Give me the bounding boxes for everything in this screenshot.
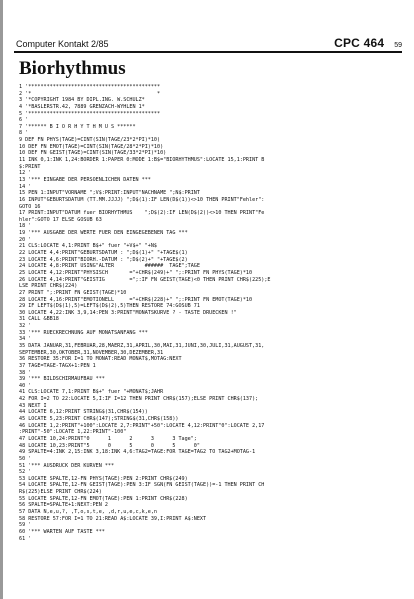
listing-line: 49 SPALTE=4:INK 2,15:INK 3,18:INK 4,6:TAG2=TAGE:FOR TAGE=TAG2 TO TAG2+MOTAG-1	[19, 449, 256, 456]
listing-line: 11 INK 0,1:INK 1,24:BORDER 1:PAPER 0:MODE 1:B$="BIORHYTHMUS":LOCATE 15,1:PRINT B	[19, 157, 265, 164]
listing-line: GOTO 16	[19, 203, 41, 210]
listing-line: 25 LOCATE 4,12:PRINT"PHYSISCH ="+CHR$(249)+" ";:PRINT FN PHYS(TAGE)*10	[19, 269, 253, 276]
listing-line: 58 RESTORE 57:FOR I=1 TO 21:READ A$:LOCATE 39,I:PRINT A$:NEXT	[19, 515, 207, 522]
listing-line: 45 LOCATE 5,23:PRINT CHR$(147);STRING$(31,CHR$(158))	[19, 416, 179, 423]
listing-line: 5 '*******************************************	[19, 110, 161, 117]
listing-line: 12 '	[19, 170, 32, 177]
page-spine-shadow	[0, 0, 3, 599]
listing-line: :PRINT"-50":LOCATE 1,22:PRINT"-100"	[19, 429, 127, 436]
listing-line: 61 '	[19, 535, 32, 542]
listing-line: 13 '*** EINGABE DER PERSOENLICHEN DATEN ***	[19, 176, 151, 183]
listing-line: 56 SPALTE=SPALTE+1:NEXT:PEN 2	[19, 502, 108, 509]
listing-line: 22 LOCATE 4,4:PRINT"GEBURTSDATUM : ";D$(1)+" "+TAGE$(1)	[19, 250, 188, 257]
listing-line: 48 LOCATE 10,23:PRINT"5 0 5 0 5 0"	[19, 442, 200, 449]
computer-model: CPC 464	[334, 36, 385, 50]
listing-line: R$(225)ELSE PRINT CHR$(224)	[19, 489, 102, 496]
listing-line: 33 '*** RUECKRECHNUNG AUF MONATSANFANG ***	[19, 329, 148, 336]
page-number: 59	[394, 42, 402, 49]
listing-line: 19 '*** AUSGABE DER WERTE FUER DEN EINGEGEBENEN TAG ***	[19, 230, 188, 237]
listing-line: 41 CLS:LOCATE 7,1:PRINT B$+" fuer "+MONAT$;JAHR	[19, 389, 164, 396]
listing-line: 55 LOCATE SPALTE,12-FN EMOT(TAGE):PEN 1:PRINT CHR$(228)	[19, 495, 188, 502]
listing-line: 10 DEF FN GEIST(TAGE)=CINT(SIN(TAGE/33*2*PI)*10)	[19, 150, 167, 157]
listing-line: 24 LOCATE 4,8:PRINT USING"ALTER ###### TAGE";TAGE	[19, 263, 200, 270]
listing-line: SEPTEMBER,30,OKTOBER,31,NOVEMBER,30,DEZEMBER,31	[19, 349, 164, 356]
listing-line: 32 '	[19, 323, 32, 330]
listing-line: 36 RESTORE 35:FOR I=1 TO MONAT:READ MONAT$,MOTAG:NEXT	[19, 356, 182, 363]
listing-line: 14 '	[19, 183, 32, 190]
listing-line: 46 LOCATE 1,2:PRINT"+100":LOCATE 2,7:PRINT"+50":LOCATE 4,12:PRINT"0":LOCATE 2,17	[19, 422, 265, 429]
header-right	[334, 36, 402, 50]
listing-line: 42 FOR I=2 TO 22:LOCATE 5,I:IF I=12 THEN PRINT CHR$(157);ELSE PRINT CHR$(137);	[19, 396, 259, 403]
listing-line: 43 NEXT I	[19, 402, 47, 409]
listing-line: 18 '	[19, 223, 32, 230]
listing-line: 54 LOCATE SPALTE,12-FN GEIST(TAGE):PEN 3:IF SGN(FN GEIST(TAGE))=-1 THEN PRINT CH	[19, 482, 265, 489]
listing-line: 39 '*** BILDSCHIRMAUFBAU ***	[19, 376, 105, 383]
listing-line: 35 DATA JANUAR,31,FEBRUAR,28,MAERZ,31,APRIL,30,MAI,31,JUNI,30,JULI,31,AUGUST,31,	[19, 342, 265, 349]
listing-line: 50 '	[19, 455, 32, 462]
listing-line: 31 CALL &BB18	[19, 316, 59, 323]
basic-program-listing	[19, 84, 403, 584]
listing-line: 9 DEF FN PHYS(TAGE)=CINT(SIN(TAGE/23*2*PI)*10)	[19, 137, 161, 144]
listing-line: 10 DEF FN EMOT(TAGE)=CINT(SIN(TAGE/28*2*PI)*10)	[19, 143, 164, 150]
listing-line: 15 PEN 1:INPUT"VORNAME ";V$:PRINT:INPUT"NACHNAME ";N$:PRINT	[19, 190, 200, 197]
listing-line: LSE PRINT CHR$(224)	[19, 283, 78, 290]
listing-line: 2 '* *	[19, 90, 161, 97]
listing-line: 23 LOCATE 4,6:PRINT"BIORH.-DATUM : ";D$(2)+" "+TAGE$(2)	[19, 256, 188, 263]
listing-line: 52 '	[19, 469, 32, 476]
listing-line: 34 '	[19, 336, 32, 343]
listing-line: 1 '*******************************************	[19, 84, 161, 90]
listing-line: 28 LOCATE 4,16:PRINT"EMOTIONELL ="+CHR$(228)+" ";:PRINT FN EMOT(TAGE)*10	[19, 296, 253, 303]
listing-line: 47 LOCATE 10,24:PRINT"0 1 2 3 3 Tage";	[19, 435, 197, 442]
listing-line: 7 '****** B I O R H Y T H M U S ******	[19, 123, 136, 130]
listing-line: 51 '*** AUSDRUCK DER KURVEN ***	[19, 462, 115, 469]
listing-line: hler":GOTO 17 ELSE GOSUB 63	[19, 216, 102, 223]
article-title: Biorhythmus	[19, 58, 126, 79]
listing-line: 60 '*** WARTEN AUF TASTE ***	[19, 528, 105, 535]
listing-line: 40 '	[19, 382, 32, 389]
page-header	[14, 33, 402, 53]
listing-line: 6 '	[19, 117, 29, 124]
magazine-issue: Computer Kontakt 2/85	[16, 39, 109, 49]
listing-line: 29 IF LEFT$(D$(1),5)=LEFT$(D$(2),5)THEN RESTORE 74:GOSUB 71	[19, 303, 200, 310]
listing-line: 57 DATA N,e,u,?, ,T,o,s,t,e, ,d,r,u,e,c,k,e,n	[19, 509, 158, 515]
listing-line: 26 LOCATE 4,14:PRINT"GEISTIG =";:IF FN GEIST(TAGE)<0 THEN PRINT CHR$(225);E	[19, 276, 271, 283]
listing-line: 17 PRINT:INPUT"DATUM fuer BIORHYTHMUS ";D$(2):IF LEN(D$(2))<>10 THEN PRINT"Fe	[19, 210, 265, 217]
listing-line: 21 CLS:LOCATE 4,1:PRINT B$+" fuer "+V$+" "+N$	[19, 243, 158, 250]
listing-line: 27 PRINT ";:PRINT FN GEIST(TAGE)*10	[19, 289, 127, 296]
listing-line: 44 LOCATE 6,12:PRINT STRING$(31,CHR$(154))	[19, 409, 148, 416]
listing-line: 3 '*COPYRIGHT 1984 BY DIPL.ING. W.SCHULZ*	[19, 97, 145, 104]
listing-line: 30 LOCATE 4,22:INK 3,9,14:PEN 3:PRINT"MONATSKURVE ? - TASTE DRUECKEN !"	[19, 309, 237, 316]
listing-line: 16 INPUT"GEBURTSDATUM (TT.MM.JJJJ) ";D$(1):IF LEN(D$(1))<>10 THEN PRINT"Fehler":	[19, 196, 265, 203]
listing-line: 20 '	[19, 236, 32, 243]
listing-line: 53 LOCATE SPALTE,12-FN PHYS(TAGE):PEN 2:PRINT CHR$(249)	[19, 475, 188, 482]
listing-line: 37 TAGE=TAGE-TAGX+1:PEN 1	[19, 362, 96, 369]
listing-line: 4 '*BASLERSTR.42, 7889 GRENZACH-WYHLEN 1*	[19, 103, 145, 110]
listing-line: 8 '	[19, 130, 29, 137]
listing-line: 59 '	[19, 522, 32, 529]
listing-line: 38 '	[19, 369, 32, 376]
listing-line: $:PRINT	[19, 163, 41, 170]
